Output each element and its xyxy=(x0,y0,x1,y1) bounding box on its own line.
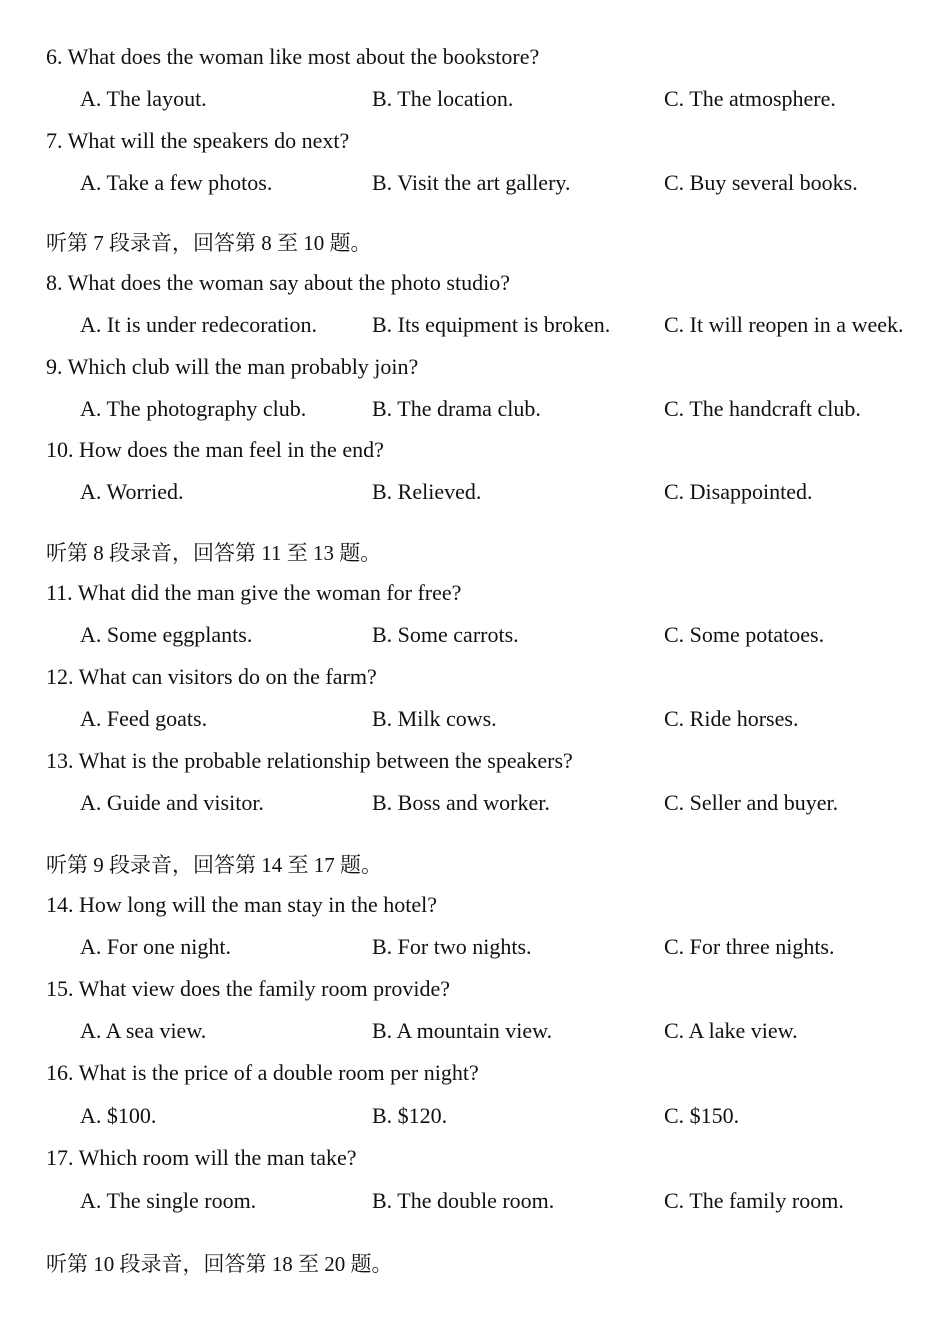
option-b: B. Relieved. xyxy=(372,479,482,504)
option-a: A. The photography club. xyxy=(80,396,307,421)
option-b: B. Milk cows. xyxy=(372,706,497,731)
options-line xyxy=(0,82,950,116)
section-heading: 听第 8 段录音，回答第 11 至 13 题。 xyxy=(46,541,382,565)
option-c: C. Buy several books. xyxy=(664,170,858,195)
option-c: C. A lake view. xyxy=(664,1018,798,1043)
question-line xyxy=(0,40,950,74)
option-c: C. It will reopen in a week. xyxy=(664,312,904,337)
section-heading: 听第 10 段录音，回答第 18 至 20 题。 xyxy=(46,1252,393,1276)
option-b: B. The drama club. xyxy=(372,396,541,421)
question-line xyxy=(0,744,950,778)
options-line xyxy=(0,1099,950,1133)
question-text: 11. What did the man give the woman for free? xyxy=(46,580,462,605)
option-b: B. The double room. xyxy=(372,1188,555,1213)
option-a: A. A sea view. xyxy=(80,1018,207,1043)
option-c: C. Ride horses. xyxy=(664,706,799,731)
option-b: B. For two nights. xyxy=(372,934,532,959)
option-b: B. Visit the art gallery. xyxy=(372,170,571,195)
question-text: 8. What does the woman say about the photo studio? xyxy=(46,270,510,295)
option-a: A. The single room. xyxy=(80,1188,257,1213)
section-heading-line xyxy=(0,536,950,570)
section-heading: 听第 7 段录音，回答第 8 至 10 题。 xyxy=(46,231,372,255)
option-a: A. Worried. xyxy=(80,479,184,504)
options-line xyxy=(0,1184,950,1218)
option-b: B. $120. xyxy=(372,1103,448,1128)
option-c: C. $150. xyxy=(664,1103,740,1128)
options-line xyxy=(0,930,950,964)
option-c: C. The atmosphere. xyxy=(664,86,836,111)
question-text: 17. Which room will the man take? xyxy=(46,1145,357,1170)
question-text: 14. How long will the man stay in the hotel? xyxy=(46,892,438,917)
question-line xyxy=(0,433,950,467)
option-b: B. Some carrots. xyxy=(372,622,519,647)
option-a: A. It is under redecoration. xyxy=(80,312,318,337)
option-a: A. Guide and visitor. xyxy=(80,790,264,815)
section-heading-line xyxy=(0,848,950,882)
options-line xyxy=(0,392,950,426)
section-heading-line xyxy=(0,1247,950,1281)
option-b: B. The location. xyxy=(372,86,514,111)
option-c: C. The family room. xyxy=(664,1188,844,1213)
option-a: A. For one night. xyxy=(80,934,231,959)
question-line xyxy=(0,972,950,1006)
option-c: C. Seller and buyer. xyxy=(664,790,839,815)
options-line xyxy=(0,475,950,509)
question-text: 12. What can visitors do on the farm? xyxy=(46,664,377,689)
question-text: 7. What will the speakers do next? xyxy=(46,128,350,153)
option-b: B. Its equipment is broken. xyxy=(372,312,611,337)
question-line xyxy=(0,576,950,610)
option-a: A. The layout. xyxy=(80,86,207,111)
question-line xyxy=(0,1141,950,1175)
question-line xyxy=(0,888,950,922)
options-line xyxy=(0,702,950,736)
option-a: A. Feed goats. xyxy=(80,706,208,731)
option-b: B. Boss and worker. xyxy=(372,790,550,815)
question-line xyxy=(0,124,950,158)
options-line xyxy=(0,618,950,652)
question-text: 10. How does the man feel in the end? xyxy=(46,437,384,462)
question-text: 16. What is the price of a double room per night? xyxy=(46,1060,479,1085)
question-text: 13. What is the probable relationship between the speakers? xyxy=(46,748,573,773)
option-c: C. Some potatoes. xyxy=(664,622,825,647)
question-text: 9. Which club will the man probably join? xyxy=(46,354,419,379)
question-line xyxy=(0,350,950,384)
option-a: A. $100. xyxy=(80,1103,157,1128)
option-c: C. For three nights. xyxy=(664,934,835,959)
section-heading: 听第 9 段录音，回答第 14 至 17 题。 xyxy=(46,853,382,877)
options-line xyxy=(0,1014,950,1048)
question-text: 15. What view does the family room provide? xyxy=(46,976,451,1001)
question-line xyxy=(0,266,950,300)
options-line xyxy=(0,308,950,342)
section-heading-line xyxy=(0,226,950,260)
option-c: C. Disappointed. xyxy=(664,479,813,504)
option-a: A. Take a few photos. xyxy=(80,170,273,195)
option-c: C. The handcraft club. xyxy=(664,396,861,421)
question-line xyxy=(0,660,950,694)
question-text: 6. What does the woman like most about the bookstore? xyxy=(46,44,540,69)
options-line xyxy=(0,786,950,820)
question-line xyxy=(0,1056,950,1090)
option-a: A. Some eggplants. xyxy=(80,622,253,647)
option-b: B. A mountain view. xyxy=(372,1018,553,1043)
options-line xyxy=(0,166,950,200)
